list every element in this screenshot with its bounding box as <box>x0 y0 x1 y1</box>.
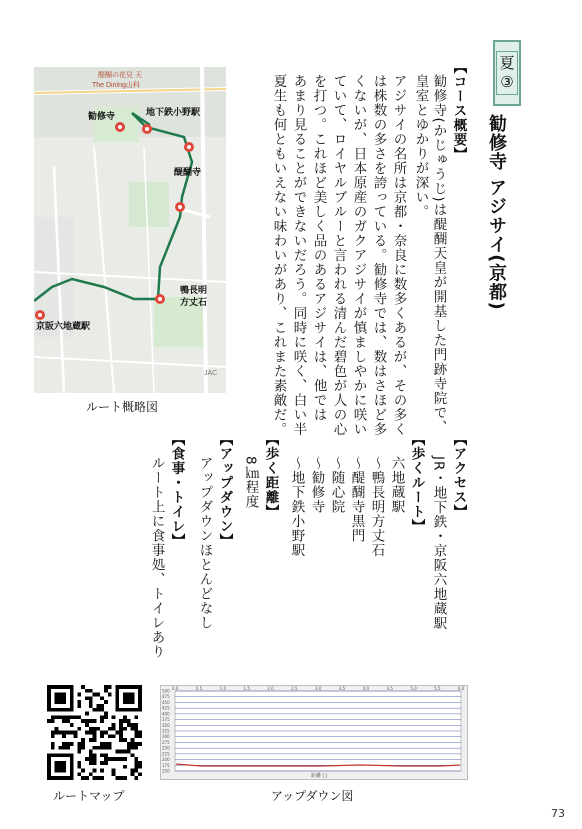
distance-text: 8㎞程度 <box>242 456 259 510</box>
y-tick-label: 500 <box>162 688 170 694</box>
x-tick-label: 1.0 <box>219 686 227 691</box>
y-tick-label: 275 <box>162 739 170 745</box>
map-label-top-place: 醍醐の花見 天 <box>98 72 142 79</box>
x-tick-label: 3.5 <box>338 686 346 691</box>
marker-icon <box>142 124 152 134</box>
map-label-rokujizo: 京阪六地蔵駅 <box>36 321 91 331</box>
overview-line: アジサイの名所は京都・奈良に数多くあるが、その多く <box>390 74 407 437</box>
elevation-xlabel: 距離 ( ) <box>311 773 328 779</box>
y-tick-label: 350 <box>162 722 170 728</box>
route-step: ～醍醐寺黒門 <box>348 456 365 543</box>
season-badge <box>493 40 521 106</box>
overview-line: 勧修寺(かじゅうじ)は醍醐天皇が開基した門跡寺院で、 <box>430 74 447 435</box>
updown-text: アップダウンほとんどなし <box>196 456 213 630</box>
marker-icon <box>115 122 125 132</box>
y-tick-label: 375 <box>162 717 170 723</box>
map-caption: ルート概略図 <box>86 400 159 414</box>
elevation-caption: アップダウン図 <box>271 789 354 803</box>
overview-heading: 【コース概要】 <box>450 60 467 162</box>
marker-icon <box>155 294 165 304</box>
distance-heading: 【歩く距離】 <box>262 432 279 519</box>
marker-icon <box>175 202 185 212</box>
overview-line: くないが、日本原産のガクアジサイが慎ましやかに咲い <box>350 74 367 437</box>
route-step: ～地下鉄小野駅 <box>288 456 305 558</box>
overview-line: を打つ。これほど美しく品のあるアジサイは、他では <box>310 74 327 422</box>
x-tick-label: 1.5 <box>243 686 250 691</box>
marker-icon <box>35 310 45 320</box>
map-label-ono: 地下鉄小野駅 <box>146 107 201 117</box>
y-tick-label: 175 <box>162 762 170 768</box>
route-map-graphic <box>34 67 226 393</box>
map-label-daigoji: 醍醐寺 <box>174 167 202 177</box>
y-tick-label: 475 <box>162 694 170 700</box>
marker-icon <box>184 142 194 152</box>
y-tick-label: 200 <box>162 757 170 763</box>
route-heading: 【歩くルート】 <box>408 432 425 534</box>
qr-code[interactable] <box>47 685 142 780</box>
y-tick-label: 450 <box>162 699 170 705</box>
map-label-jac: JAC <box>204 370 218 377</box>
overview-line: は株数の多さを誇っている。勧修寺では、数はさほど多 <box>370 74 387 437</box>
x-tick-label: 0.5 <box>195 686 203 691</box>
elevation-chart <box>160 685 468 780</box>
x-tick-label: 5.0 <box>410 686 417 691</box>
map-label-kajuji: 勧修寺 <box>88 111 116 121</box>
y-tick-label: 425 <box>162 705 170 711</box>
map-label-hojoseki: 方丈石 <box>180 297 208 307</box>
food-heading: 【食事・トイレ】 <box>168 432 185 548</box>
overview-line: あまり見ることができないだろう。同時に咲く、白い半 <box>290 74 307 437</box>
page-title: 勧修寺 アジサイ(京都) <box>486 114 507 311</box>
access-text: JR・地下鉄・京阪六地蔵駅 <box>430 456 447 631</box>
qr-code-graphic <box>47 685 142 780</box>
route-step: 六地蔵駅 <box>388 456 405 514</box>
x-tick-label: 2.5 <box>291 686 298 691</box>
x-tick-label: 4.0 <box>362 686 370 691</box>
route-step: ～勧修寺 <box>308 456 325 514</box>
access-heading: 【アクセス】 <box>450 432 467 519</box>
route-map <box>34 67 226 393</box>
x-tick-label: 3.0 <box>315 686 322 691</box>
season-number: ③ <box>500 73 514 91</box>
x-tick-label: 6.0 <box>458 686 465 691</box>
x-tick-label: 2.0 <box>267 686 274 691</box>
y-tick-label: 300 <box>162 734 170 740</box>
overview-line: 皇室とゆかりが深い。 <box>412 74 429 219</box>
updown-heading: 【アップダウン】 <box>216 432 233 548</box>
x-tick-label: 5.5 <box>434 686 441 691</box>
route-step: ～鴨長明方丈石 <box>368 456 385 558</box>
route-step: ～随心院 <box>328 456 345 514</box>
food-text: ルート上に食事処、トイレあり <box>148 456 165 659</box>
y-tick-label: 250 <box>162 745 170 751</box>
qr-caption: ルートマップ <box>53 789 125 803</box>
x-tick-label: 4.5 <box>386 686 393 691</box>
y-tick-label: 400 <box>162 711 170 717</box>
y-tick-label: 325 <box>162 728 170 734</box>
x-tick-label: 0.0 <box>172 686 179 691</box>
elevation-graphic <box>161 686 467 779</box>
overview-line: ていて、ロイヤルブルーと言われる清んだ碧色が人の心 <box>330 74 347 437</box>
page-number: 73 <box>551 807 565 820</box>
season-label: 夏 <box>499 54 515 73</box>
y-tick-label: 225 <box>162 751 170 757</box>
map-label-top-place2: The Dining山科 <box>92 82 140 89</box>
overview-line: 夏生も何ともいえない味わいがあり、これまた素敵だ。 <box>270 74 287 437</box>
y-tick-label: 150 <box>162 768 170 774</box>
map-label-kamo: 鴨長明 <box>180 285 208 295</box>
